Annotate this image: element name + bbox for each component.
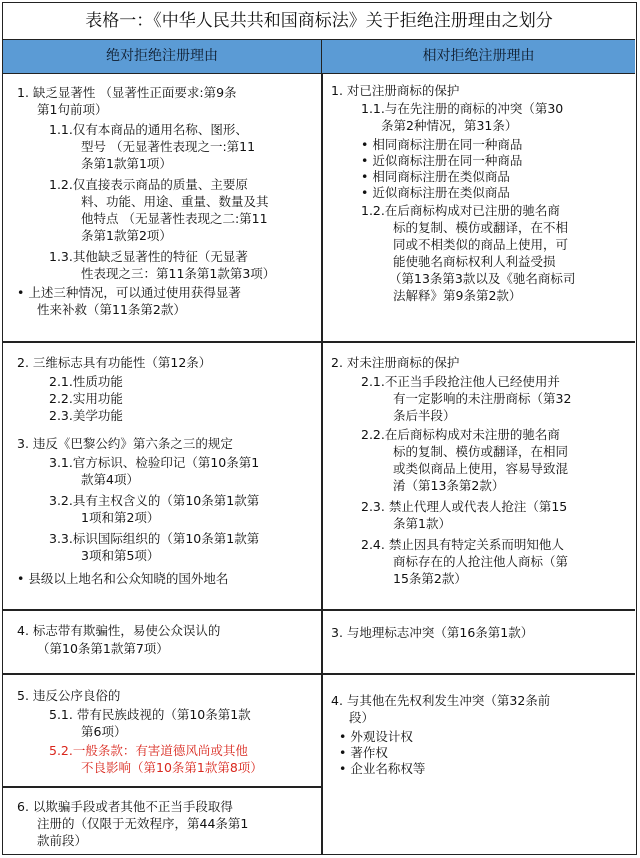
text-line: 法解释》第9条第2款）	[393, 288, 522, 303]
text-line: • 近似商标注册在同一种商品	[361, 153, 523, 168]
cell-public-order	[3, 675, 321, 786]
text-line: 条第1款第2项）	[81, 228, 172, 243]
text-line: 或类似商品上使用，容易导致混	[393, 461, 569, 476]
text-line: 3.3.标识国际组织的（第10条第1款第	[49, 531, 260, 546]
text-line: 1.3.其他缺乏显著性的特征（无显著	[49, 249, 248, 264]
text-line: 1.1.与在先注册的商标的冲突（第30	[361, 101, 564, 116]
text-line: 条第2种情况，第31条）	[381, 118, 518, 133]
text-line: • 相同商标注册在类似商品	[361, 169, 510, 184]
text-line: 1.1.仅有本商品的通用名称、图形、	[49, 122, 248, 137]
text-line: 1. 对已注册商标的保护	[331, 83, 460, 98]
text-line: • 企业名称权等	[339, 761, 426, 776]
text-line-highlight: 5.2.一般条款：有害道德风尚或其他	[49, 743, 248, 758]
text-line: 1.2.仅直接表示商品的质量、主要原	[49, 177, 248, 192]
cell-geographical-indication	[323, 611, 635, 673]
text-line: 2.2.在后商标构成对未注册的驰名商	[361, 427, 560, 442]
text-line: 性表现之三：第11条第1款第3项）	[81, 266, 276, 281]
text-line: 3.2.具有主权含义的（第10条第1款第	[49, 493, 260, 508]
text-line: • 近似商标注册在类似商品	[361, 185, 510, 200]
text-line: 第1句前项）	[37, 102, 108, 117]
text-line: 3.1.官方标识、检验印记（第10条第1	[49, 455, 260, 470]
text-line: 同或不相类似的商品上使用，可	[393, 237, 569, 252]
text-line: 15条第2款）	[393, 571, 467, 586]
text-line: 5.1. 带有民族歧视的（第10条第1款	[49, 707, 251, 722]
text-line: 2.3. 禁止代理人或代表人抢注（第15	[361, 499, 568, 514]
text-line: • 外观设计权	[339, 729, 413, 744]
text-line: 段）	[349, 710, 375, 725]
cell-deceptive-marks	[3, 611, 321, 673]
table-title: 表格一：《中华人民共共和国商标法》关于拒绝注册理由之划分	[3, 3, 635, 40]
header-absolute-grounds: 绝对拒绝注册理由	[3, 40, 322, 74]
text-line: 能使驰名商标权利人利益受损	[393, 254, 556, 269]
text-line: 6. 以欺骗手段或者其他不正当手段取得	[17, 799, 233, 814]
text-line: • 上述三种情况，可以通过使用获得显著	[17, 285, 241, 300]
text-line: 2.2.实用功能	[49, 391, 123, 406]
text-line: 2.1.不正当手段抢注他人已经使用并	[361, 374, 560, 389]
table-frame	[2, 2, 637, 855]
cell-lack-of-distinctiveness	[3, 75, 321, 341]
text-line: 款前段）	[37, 833, 88, 848]
text-line: 有一定影响的未注册商标（第32	[393, 391, 572, 406]
text-line: 4. 与其他在先权利发生冲突（第32条前	[331, 693, 551, 708]
text-line: 条后半段）	[393, 408, 456, 423]
text-line: 4. 标志带有欺骗性，易使公众误认的	[17, 623, 221, 638]
text-line: • 相同商标注册在同一种商品	[361, 137, 523, 152]
text-line: 标的复制、模仿或翻译，在不相	[393, 220, 569, 235]
text-line: 标的复制、模仿或翻译，在相同	[393, 444, 569, 459]
text-line: 2.4. 禁止因具有特定关系而明知他人	[361, 537, 564, 552]
text-line: 2. 三维标志具有功能性（第12条）	[17, 355, 212, 370]
cell-functionality-and-paris-convention	[3, 343, 321, 609]
cell-fraudulent-registration	[3, 788, 321, 854]
text-line: 5. 违反公序良俗的	[17, 688, 121, 703]
text-line: 3. 违反《巴黎公约》第六条之三的规定	[17, 436, 233, 451]
text-line: 条第1款）	[393, 516, 451, 531]
text-line: 2.3.美学功能	[49, 408, 123, 423]
text-line: 料、功能、用途、重量、数量及其	[81, 194, 269, 209]
text-line: 第6项）	[81, 724, 127, 739]
cell-prior-rights-conflict	[323, 675, 635, 855]
text-line: • 县级以上地名和公众知晓的国外地名	[17, 571, 229, 586]
text-line: 注册的（仅限于无效程序，第44条第1	[37, 816, 249, 831]
text-line: 款第4项）	[81, 472, 139, 487]
text-line: 商标存在的人抢注他人商标（第	[393, 554, 569, 569]
text-line: （第10条第1款第7项）	[37, 641, 169, 656]
text-line: 1项和第2项）	[81, 510, 160, 525]
text-line: 型号 （无显著性表现之一:第11	[81, 139, 256, 154]
text-line: 性来补救（第11条第2款）	[37, 302, 186, 317]
text-line: 条第1款第1项）	[81, 156, 172, 171]
text-line: 2. 对未注册商标的保护	[331, 355, 460, 370]
text-line: 3项和第5项）	[81, 548, 160, 563]
text-line: 1.2.在后商标构成对已注册的驰名商	[361, 203, 560, 218]
text-line: • 著作权	[339, 745, 388, 760]
cell-unregistered-mark-protection	[323, 343, 635, 609]
header-relative-grounds: 相对拒绝注册理由	[322, 40, 635, 74]
text-line: 他特点 （无显著性表现之二:第11	[81, 211, 268, 226]
text-line: 3. 与地理标志冲突（第16条第1款）	[331, 625, 534, 640]
text-line: 2.1.性质功能	[49, 374, 123, 389]
text-line-highlight: 不良影响（第10条第1款第8项）	[81, 760, 263, 775]
cell-registered-mark-protection	[323, 75, 635, 341]
text-line: 1. 缺乏显著性 （显著性正面要求:第9条	[17, 85, 237, 100]
text-line: （第13条第3款以及《驰名商标司	[389, 271, 576, 286]
text-line: 淆（第13条第2款）	[393, 478, 505, 493]
